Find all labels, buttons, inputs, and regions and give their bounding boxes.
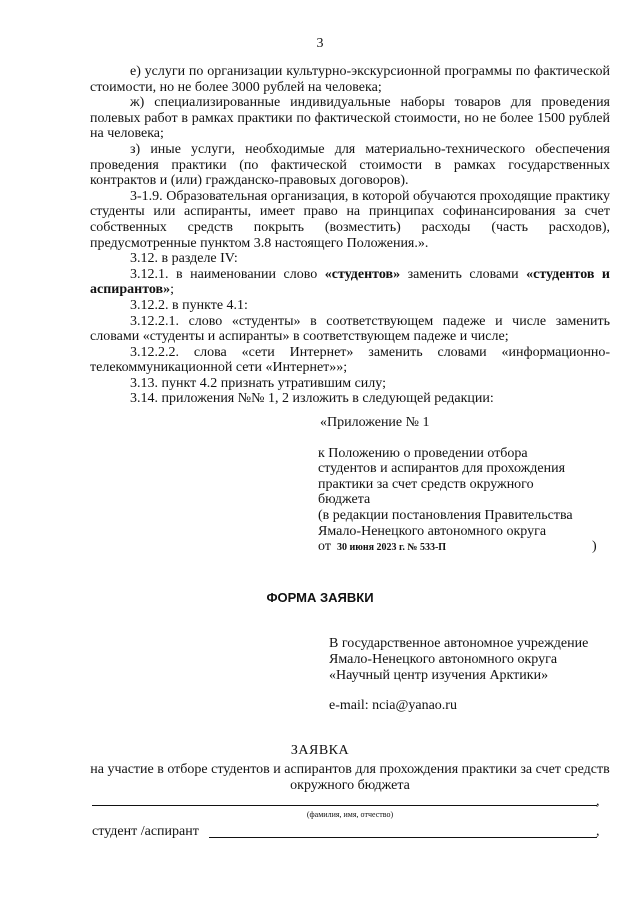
annex-gap xyxy=(318,431,618,446)
annex-number: «Приложение № 1 xyxy=(320,415,430,430)
paragraph-zh: ж) специализированные индивидуальные наборы товаров для проведения полевых работ в рамках практики по фактической стоимости, но не более 1500 рублей на человека; xyxy=(90,95,610,142)
student-comma: , xyxy=(596,824,600,839)
annex-line: бюджета xyxy=(318,492,371,508)
annex-line: студентов и аспирантов для прохождения xyxy=(318,461,566,477)
paragraph-z: з) иные услуги, необходимые для материально-технического обеспечения проведения практики (по фактической стоимости в рамках государственных контрактов и (или) гражданско-правовых договоров). xyxy=(90,141,610,189)
paragraph-3-13: 3.13. пункт 4.2 признать утратившим силу; xyxy=(130,375,386,391)
annex-date-value: 30 июня 2023 г. № 533-П xyxy=(336,542,447,554)
addressee-block xyxy=(329,636,629,684)
addressee-line: Ямало-Ненецкого автономного округа xyxy=(329,652,558,667)
annex-line: практики за счет средств окружного xyxy=(318,476,534,492)
paragraph-e: е) услуги по организации культурно-экскурсионной программы по фактической стоимости, но не более 3000 рублей на человека; xyxy=(90,64,610,95)
addressee-email: e-mail: ncia@yanao.ru xyxy=(329,698,457,713)
paragraph-3-12-2-1: 3.12.2.1. слово «студенты» в соответствующем падеже и числе заменить словами «студенты и аспиранты» в соответствующем падеже и числе; xyxy=(90,313,610,345)
annex-header xyxy=(318,415,618,556)
paragraph-3-14: 3.14. приложения №№ 1, 2 изложить в следующей редакции: xyxy=(130,391,494,407)
application-subtitle: на участие в отборе студентов и аспирантов для прохождения практики за счет средств окружного бюджета xyxy=(90,762,610,793)
student-label: студент /аспирант xyxy=(92,824,199,839)
application-title: ЗАЯВКА xyxy=(290,743,350,758)
page-number: 3 xyxy=(316,36,324,51)
fio-comma: , xyxy=(596,794,600,809)
text-fragment: 3.12.1. в наименовании слово xyxy=(130,266,325,282)
text-fragment: заменить словами xyxy=(400,266,527,282)
annex-date-prefix: от xyxy=(318,539,331,555)
form-title: ФОРМА ЗАЯВКИ xyxy=(266,590,374,605)
annex-line: Ямало-Ненецкого автономного округа xyxy=(318,523,547,539)
fio-field-line xyxy=(92,805,597,806)
text-fragment: ; xyxy=(170,282,174,298)
annex-line: к Положению о проведении отбора xyxy=(318,445,528,461)
paragraph-3-1-9: 3-1.9. Образовательная организация, в которой обучаются проходящие практику студенты или аспиранты, имеет право на принципах софинансирования за счет собственных средств покрыть (возместить) расходы (часть расходов), предусмотренные пунктом 3.8 настоящего Положения.». xyxy=(90,188,610,251)
bold-fragment: «студентов» xyxy=(324,266,401,282)
paragraph-3-12-1 xyxy=(90,267,610,298)
bold-fragment: «студентов и аспирантов» xyxy=(90,266,610,298)
addressee-line: В государственное автономное учреждение xyxy=(329,636,589,651)
document-body xyxy=(90,64,610,407)
paragraph-3-12: 3.12. в разделе IV: xyxy=(130,251,238,267)
annex-date-close: ) xyxy=(592,539,597,555)
paragraph-3-12-2: 3.12.2. в пункте 4.1: xyxy=(130,297,248,313)
annex-date-line xyxy=(318,539,618,556)
paragraph-3-12-2-2: 3.12.2.2. слова «сети Интернет» заменить словами «информационно-телекоммуникационной сети «Интернет»»; xyxy=(90,344,610,376)
addressee-line: «Научный центр изучения Арктики» xyxy=(329,668,549,683)
fio-caption: (фамилия, имя, отчество) xyxy=(306,810,394,819)
annex-line: (в редакции постановления Правительства xyxy=(318,507,573,523)
student-field-line xyxy=(209,837,597,838)
